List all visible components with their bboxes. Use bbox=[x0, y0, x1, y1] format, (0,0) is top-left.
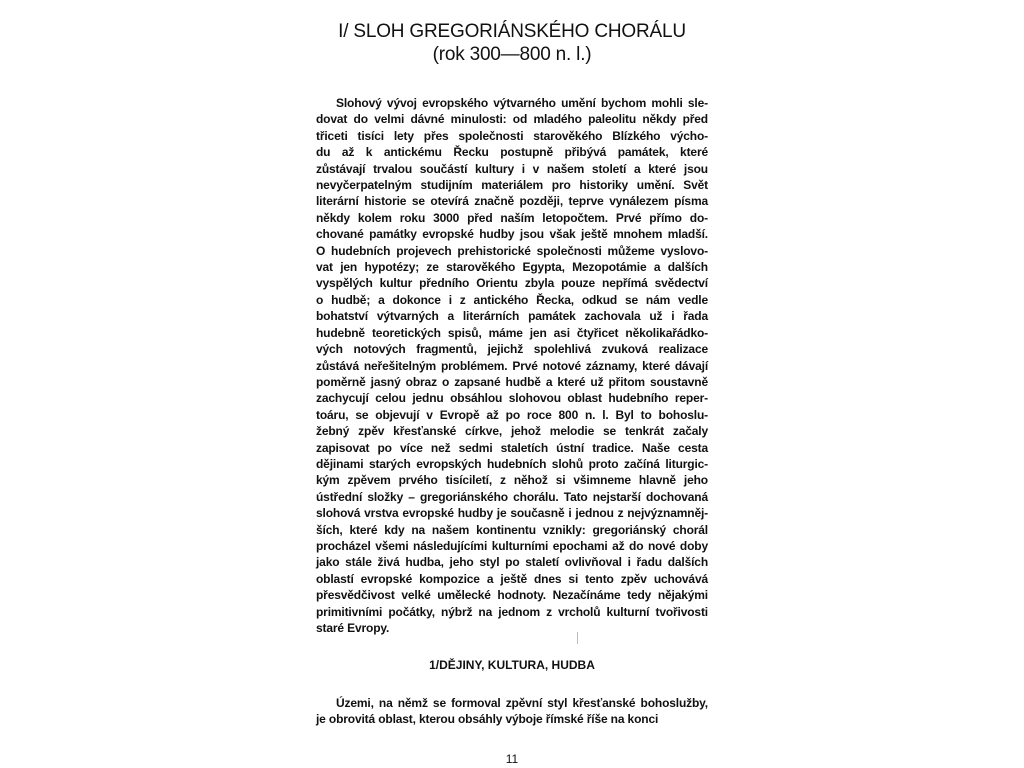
text-line: kým zpěvem prvého tisíciletí, z něhož si všimneme hlavně jeho bbox=[316, 473, 708, 488]
text-line: zachycují celou jednu obsáhlou slohovou oblast hudebního reper- bbox=[316, 391, 708, 406]
text-line: staré Evropy. bbox=[316, 621, 390, 635]
text-line: přesvědčivost velké umělecké hodnoty. Nezačínáme tedy nějakými bbox=[316, 588, 708, 603]
text-line: dovat do velmi dávné minulosti: od mladého paleolitu někdy před bbox=[316, 112, 708, 127]
chapter-title bbox=[0, 20, 1024, 66]
text-line: žebný zpěv křesťanské církve, jehož melodie se tenkrát začaly bbox=[316, 424, 708, 439]
text-line: procházel všemi následujícími kulturními epochami až do nové doby bbox=[316, 538, 708, 553]
text-line: poměrně jasný obraz o zapsané hudbě a které už přitom soustavně bbox=[316, 374, 708, 389]
page-number: 11 bbox=[505, 752, 519, 766]
text-line: někdy kolem roku 3000 před naším letopočtem. Prvé přímo do- bbox=[316, 210, 708, 225]
main-paragraph bbox=[316, 95, 708, 636]
text-line: je obrovitá oblast, kterou obsáhly výboje římské říše na konci bbox=[316, 712, 659, 727]
text-line: zůstává neřešitelným problémem. Prvé notové záznamy, které dávají bbox=[316, 358, 708, 373]
text-line: bohatství výtvarných a literárních památek zachovala už i řada bbox=[316, 309, 708, 324]
text-line: třiceti tisíci lety přes společnosti starověkého Blízkého výcho- bbox=[316, 128, 708, 143]
text-line: Územi, na němž se formoval zpěvní styl křesťanské bohoslužby, bbox=[336, 696, 708, 710]
text-line: ústřední složky – gregoriánského chorálu. Tato nejstarší dochovaná bbox=[316, 489, 708, 504]
text-line: slohová vrstva evropské hudby je současně i jednou z nejvýznamněj- bbox=[316, 506, 708, 521]
text-line: dějinami starých evropských hudebních slohů proto začíná liturgic- bbox=[316, 456, 708, 471]
section-intro-paragraph bbox=[316, 695, 708, 728]
text-line: literární historie se otevírá značně později, teprve vynálezem písma bbox=[316, 194, 708, 209]
scan-mark bbox=[577, 632, 578, 644]
text-line: o hudbě; a dokonce i z antického Řecka, odkud se nám vedle bbox=[316, 292, 708, 307]
text-line: toáru, se objevují v Evropě až po roce 800 n. l. Byl to bohoslu- bbox=[316, 407, 708, 422]
text-line: jako stále živá hudba, jeho styl po staletí ovlivňoval i řadu dalších bbox=[316, 555, 708, 570]
text-line: nevyčerpatelným studijním materiálem pro historiky umění. Svět bbox=[316, 178, 708, 193]
chapter-title-line-2: (rok 300—800 n. l.) bbox=[432, 44, 592, 65]
text-line: zůstávají trvalou součástí kultury i v našem století a které jsou bbox=[316, 161, 708, 176]
text-line: Slohový vývoj evropského výtvarného umění bychom mohli sle- bbox=[336, 96, 708, 110]
text-line: vat jen hypotézy; ze starověkého Egypta, Mezopotámie a dalších bbox=[316, 260, 708, 275]
text-line: O hudebních projevech prehistorické společnosti můžeme vyslovo- bbox=[316, 243, 708, 258]
section-heading: 1/DĚJINY, KULTURA, HUDBA bbox=[429, 658, 595, 672]
text-line: chované památky evropské hudby jsou však ještě mnohem mladší. bbox=[316, 227, 708, 242]
text-line: primitivními počátky, nýbrž na jednom z vrcholů kulturní tvořivosti bbox=[316, 604, 708, 619]
chapter-title-line-1: I/ SLOH GREGORIÁNSKÉHO CHORÁLU bbox=[338, 21, 686, 42]
text-line: hudebně teoretických spisů, máme jen asi čtyřicet několikařádko- bbox=[316, 325, 708, 340]
text-line: zapisovat po více než sedmi staletích ústní tradice. Naše cesta bbox=[316, 440, 708, 455]
text-line: oblastí evropské kompozice a ještě dnes si tento zpěv uchovává bbox=[316, 571, 708, 586]
text-line: ších, které kdy na našem kontinentu vznikly: gregoriánský chorál bbox=[316, 522, 708, 537]
text-line: vyspělých kultur předního Orientu zbyla pouze nepřímá svědectví bbox=[316, 276, 708, 291]
text-line: vých notových fragmentů, jejichž spolehlivá zvuková realizace bbox=[316, 342, 708, 357]
text-line: du až k antickému Řecku postupně přibývá památek, které bbox=[316, 145, 708, 160]
